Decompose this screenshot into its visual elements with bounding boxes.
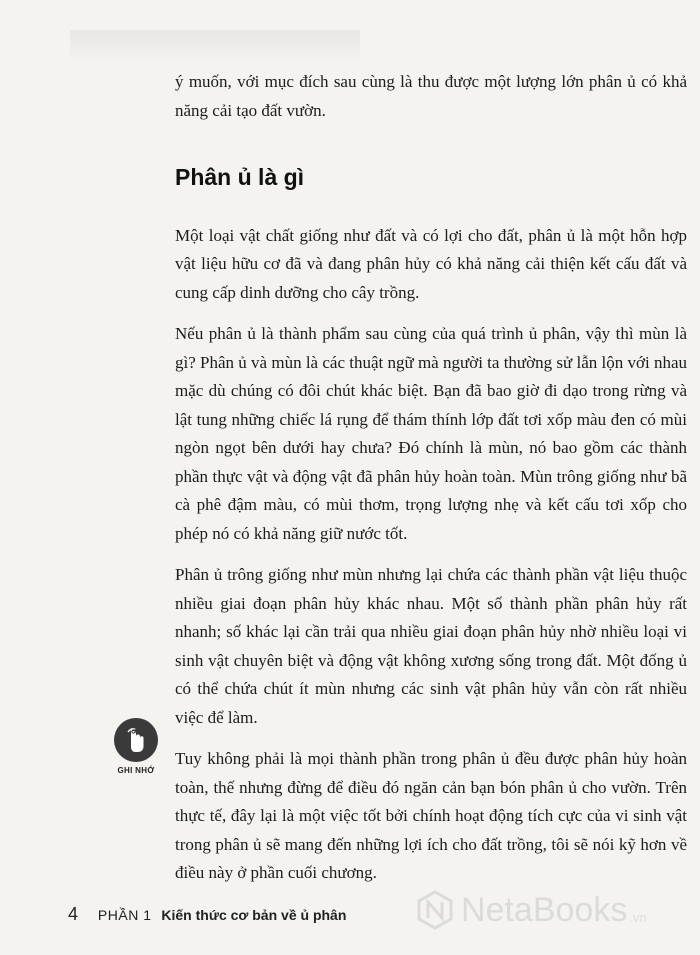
note-label: GHI NHỚ — [117, 766, 155, 775]
part-label: PHẦN 1 — [97, 907, 152, 923]
watermark — [415, 890, 647, 930]
watermark-suffix: .vn — [629, 909, 647, 925]
bleed-through-shadow — [70, 30, 360, 64]
page-footer — [68, 904, 346, 925]
page-number: 4 — [68, 904, 79, 924]
continuation-paragraph: ý muốn, với mục đích sau cùng là thu được một lượng lớn phân ủ có khả năng cải tạo đất vườn. — [175, 72, 687, 120]
page-body — [175, 68, 687, 901]
chapter-title: Kiến thức cơ bản về ủ phân — [161, 907, 347, 923]
paragraph: Tuy không phải là mọi thành phần trong phân ủ đều được phân hủy hoàn toàn, thế nhưng đừng để điều đó ngăn cản bạn bón phân ủ cho vườn. Trên thực tế, đây lại là một việc tốt bởi chính hoạt động tích cực của vi sinh vật trong phân ủ sẽ mang đến những lợi ích cho đất trồng, tôi sẽ nói kỹ hơn về điều này ở phần cuối chương. — [175, 749, 687, 882]
watermark-text: NetaBooks — [461, 890, 628, 929]
finger-string-icon — [114, 718, 158, 762]
watermark-logo-icon — [415, 890, 455, 930]
section-heading: Phân ủ là gì — [175, 164, 305, 190]
note-badge — [111, 718, 161, 775]
paragraph: Nếu phân ủ là thành phẩm sau cùng của quá trình ủ phân, vậy thì mùn là gì? Phân ủ và mùn là các thuật ngữ mà người ta thường sử lẫn lộn với nhau mặc dù chúng có đôi chút khác biệt. Bạn đã bao giờ đi dạo trong rừng và lật tung những chiếc lá rụng để thám thính lớp đất tơi xốp màu đen có mùi ngòn ngọt bên dưới hay chưa? Đó chính là mùn, nó bao gồm các thành phần thực vật và động vật đã phân hủy hoàn toàn. Mùn trông giống như bã cà phê đậm màu, có mùi thơm, trọng lượng nhẹ và kết cấu tơi xốp cho phép nó có khả năng giữ nước tốt. — [175, 324, 687, 543]
paragraph: Phân ủ trông giống như mùn nhưng lại chứa các thành phần vật liệu thuộc nhiều giai đoạn phân hủy khác nhau. Một số thành phần phân hủy rất nhanh; số khác lại cần trải qua nhiều giai đoạn phân hủy nhờ nhiều loại vi sinh vật chuyên biệt và động vật không xương sống trong đất. Một đống ủ có thể chứa chút ít mùn nhưng các sinh vật phân hủy vẫn còn rất nhiều việc để làm. — [175, 565, 687, 727]
paragraph: Một loại vật chất giống như đất và có lợi cho đất, phân ủ là một hỗn hợp vật liệu hữu cơ đã và đang phân hủy có khả năng cải thiện kết cấu đất và cung cấp dinh dưỡng cho cây trồng. — [175, 225, 687, 302]
